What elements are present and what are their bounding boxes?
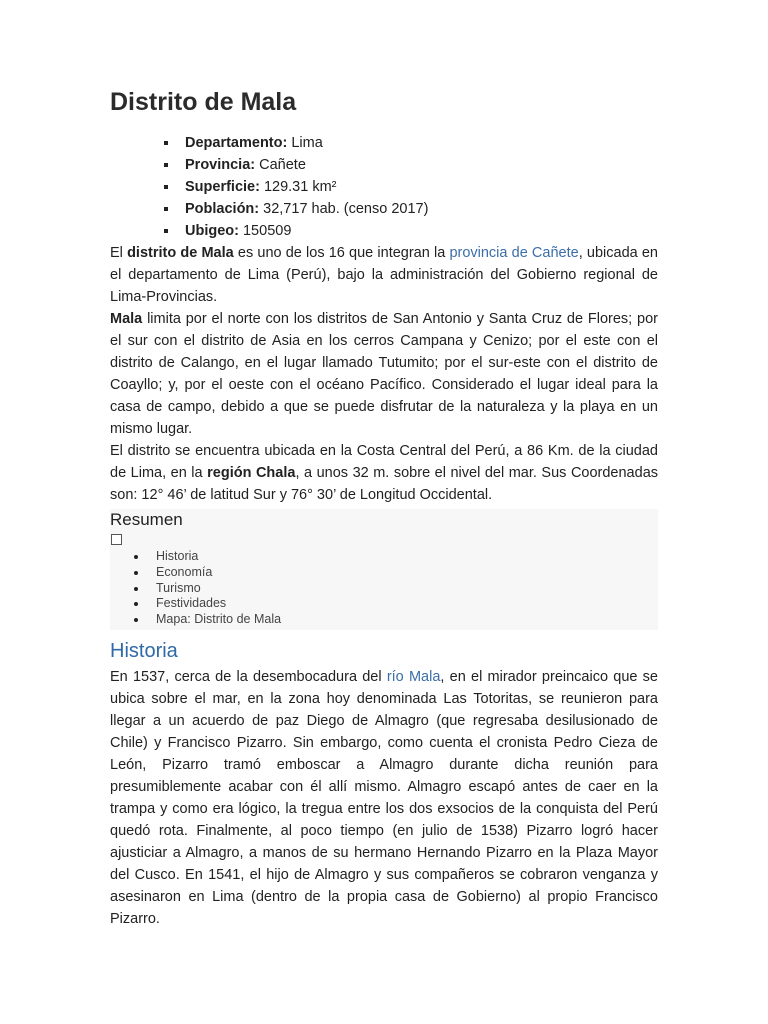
page-title: Distrito de Mala	[110, 88, 297, 116]
toc-item-economia[interactable]: Economía	[156, 565, 658, 581]
text-span: es uno de los 16 que integran la	[233, 245, 450, 261]
fact-label: Departamento:	[185, 135, 288, 151]
fact-label: Población:	[185, 201, 260, 217]
toc-item-festividades[interactable]: Festividades	[156, 596, 658, 612]
section-heading-historia: Historia	[110, 639, 178, 662]
fact-poblacion	[185, 198, 658, 220]
fact-value: 129.31 km²	[259, 179, 337, 195]
text-span: El	[110, 245, 128, 261]
text-span: limita por el norte con los distritos de San Antonio y Santa Cruz de Flores; por el sur con el distrito de Asia en los cerros Campana y Cenizo; por el este con el distrito de Calango, en el lugar llamado Tutumito; por el sur-este con el distrito de Coayllo; y, por el oeste con el océano Pacífico. Considerado el lugar ideal para la casa de campo, debido a que se puede disfrutar de la naturaleza y la playa en un mismo lugar.	[110, 311, 658, 437]
article-body	[110, 86, 658, 930]
fact-value: 150509	[238, 223, 292, 239]
text-span: En 1537, cerca de la desembocadura del	[110, 668, 387, 685]
fact-ubigeo	[185, 220, 658, 242]
toc-item-mapa[interactable]: Mapa: Distrito de Mala	[156, 612, 658, 628]
toc-toggle-checkbox[interactable]	[111, 534, 122, 545]
fact-value: Lima	[287, 135, 323, 151]
provincia-canete-link[interactable]: provincia de Cañete	[449, 245, 579, 261]
toc-item-historia[interactable]: Historia	[156, 549, 658, 565]
bold-span: distrito de Mala	[127, 245, 234, 261]
toc-item-turismo[interactable]: Turismo	[156, 581, 658, 597]
historia-paragraph	[110, 666, 658, 930]
text-span: , en el mirador preincaico que se ubica sobre el mar, en la zona hoy denominada Las Totoritas, se reunieron para llegar a un acuerdo de paz Diego de Almagro (que regresaba desilusionado de Chile) y Francisco Pizarro. Sin embargo, como cuenta el cronista Pedro Cieza de León, Pizarro tramó emboscar a Almagro durante dicha reunión para presumiblemente acabar con él allí mismo. Almagro escapó antes de caer en la trampa y como era lógico, la tregua entre los dos exsocios de la conquista del Perú quedó rota. Finalmente, al poco tiempo (en julio de 1538) Pizarro logró hacer ajusticiar a Almagro, a manos de su hermano Hernando Pizarro en la Plaza Mayor del Cusco. En 1541, el hijo de Almagro y sus compañeros se cobraron venganza y asesinaron en Lima (dentro de la propia casa de Gobierno) al propio Francisco Pizarro.	[110, 668, 658, 927]
fact-value: Cañete	[255, 157, 306, 173]
facts-list	[110, 132, 658, 242]
fact-value: 32,717 hab. (censo 2017)	[259, 201, 429, 217]
table-of-contents	[110, 509, 658, 630]
fact-provincia	[185, 154, 658, 176]
fact-departamento	[185, 132, 658, 154]
text-span: , ubicada en el departamento de Lima (Perú), bajo la administración del Gobierno regional de Lima-Provincias.	[110, 245, 658, 305]
fact-label: Ubigeo:	[185, 223, 239, 239]
bold-span: Mala	[110, 311, 143, 327]
fact-label: Provincia:	[185, 157, 256, 173]
bold-span: región Chala	[207, 465, 296, 481]
limits-paragraph	[110, 308, 658, 440]
fact-label: Superficie:	[185, 179, 260, 195]
location-paragraph	[110, 440, 658, 506]
rio-mala-link[interactable]: río Mala	[386, 668, 441, 685]
text-span: , a unos 32 m. sobre el nivel del mar. Sus Coordenadas son: 12° 46’ de latitud Sur y 76° 30’ de Longitud Occidental.	[110, 465, 659, 503]
text-span: El distrito se encuentra ubicada en la Costa Central del Perú, a 86 Km. de la ciudad de Lima, en la	[110, 443, 658, 481]
toc-list	[110, 549, 658, 628]
fact-superficie	[185, 176, 658, 198]
intro-paragraph	[110, 242, 658, 308]
toc-title: Resumen	[110, 510, 183, 529]
